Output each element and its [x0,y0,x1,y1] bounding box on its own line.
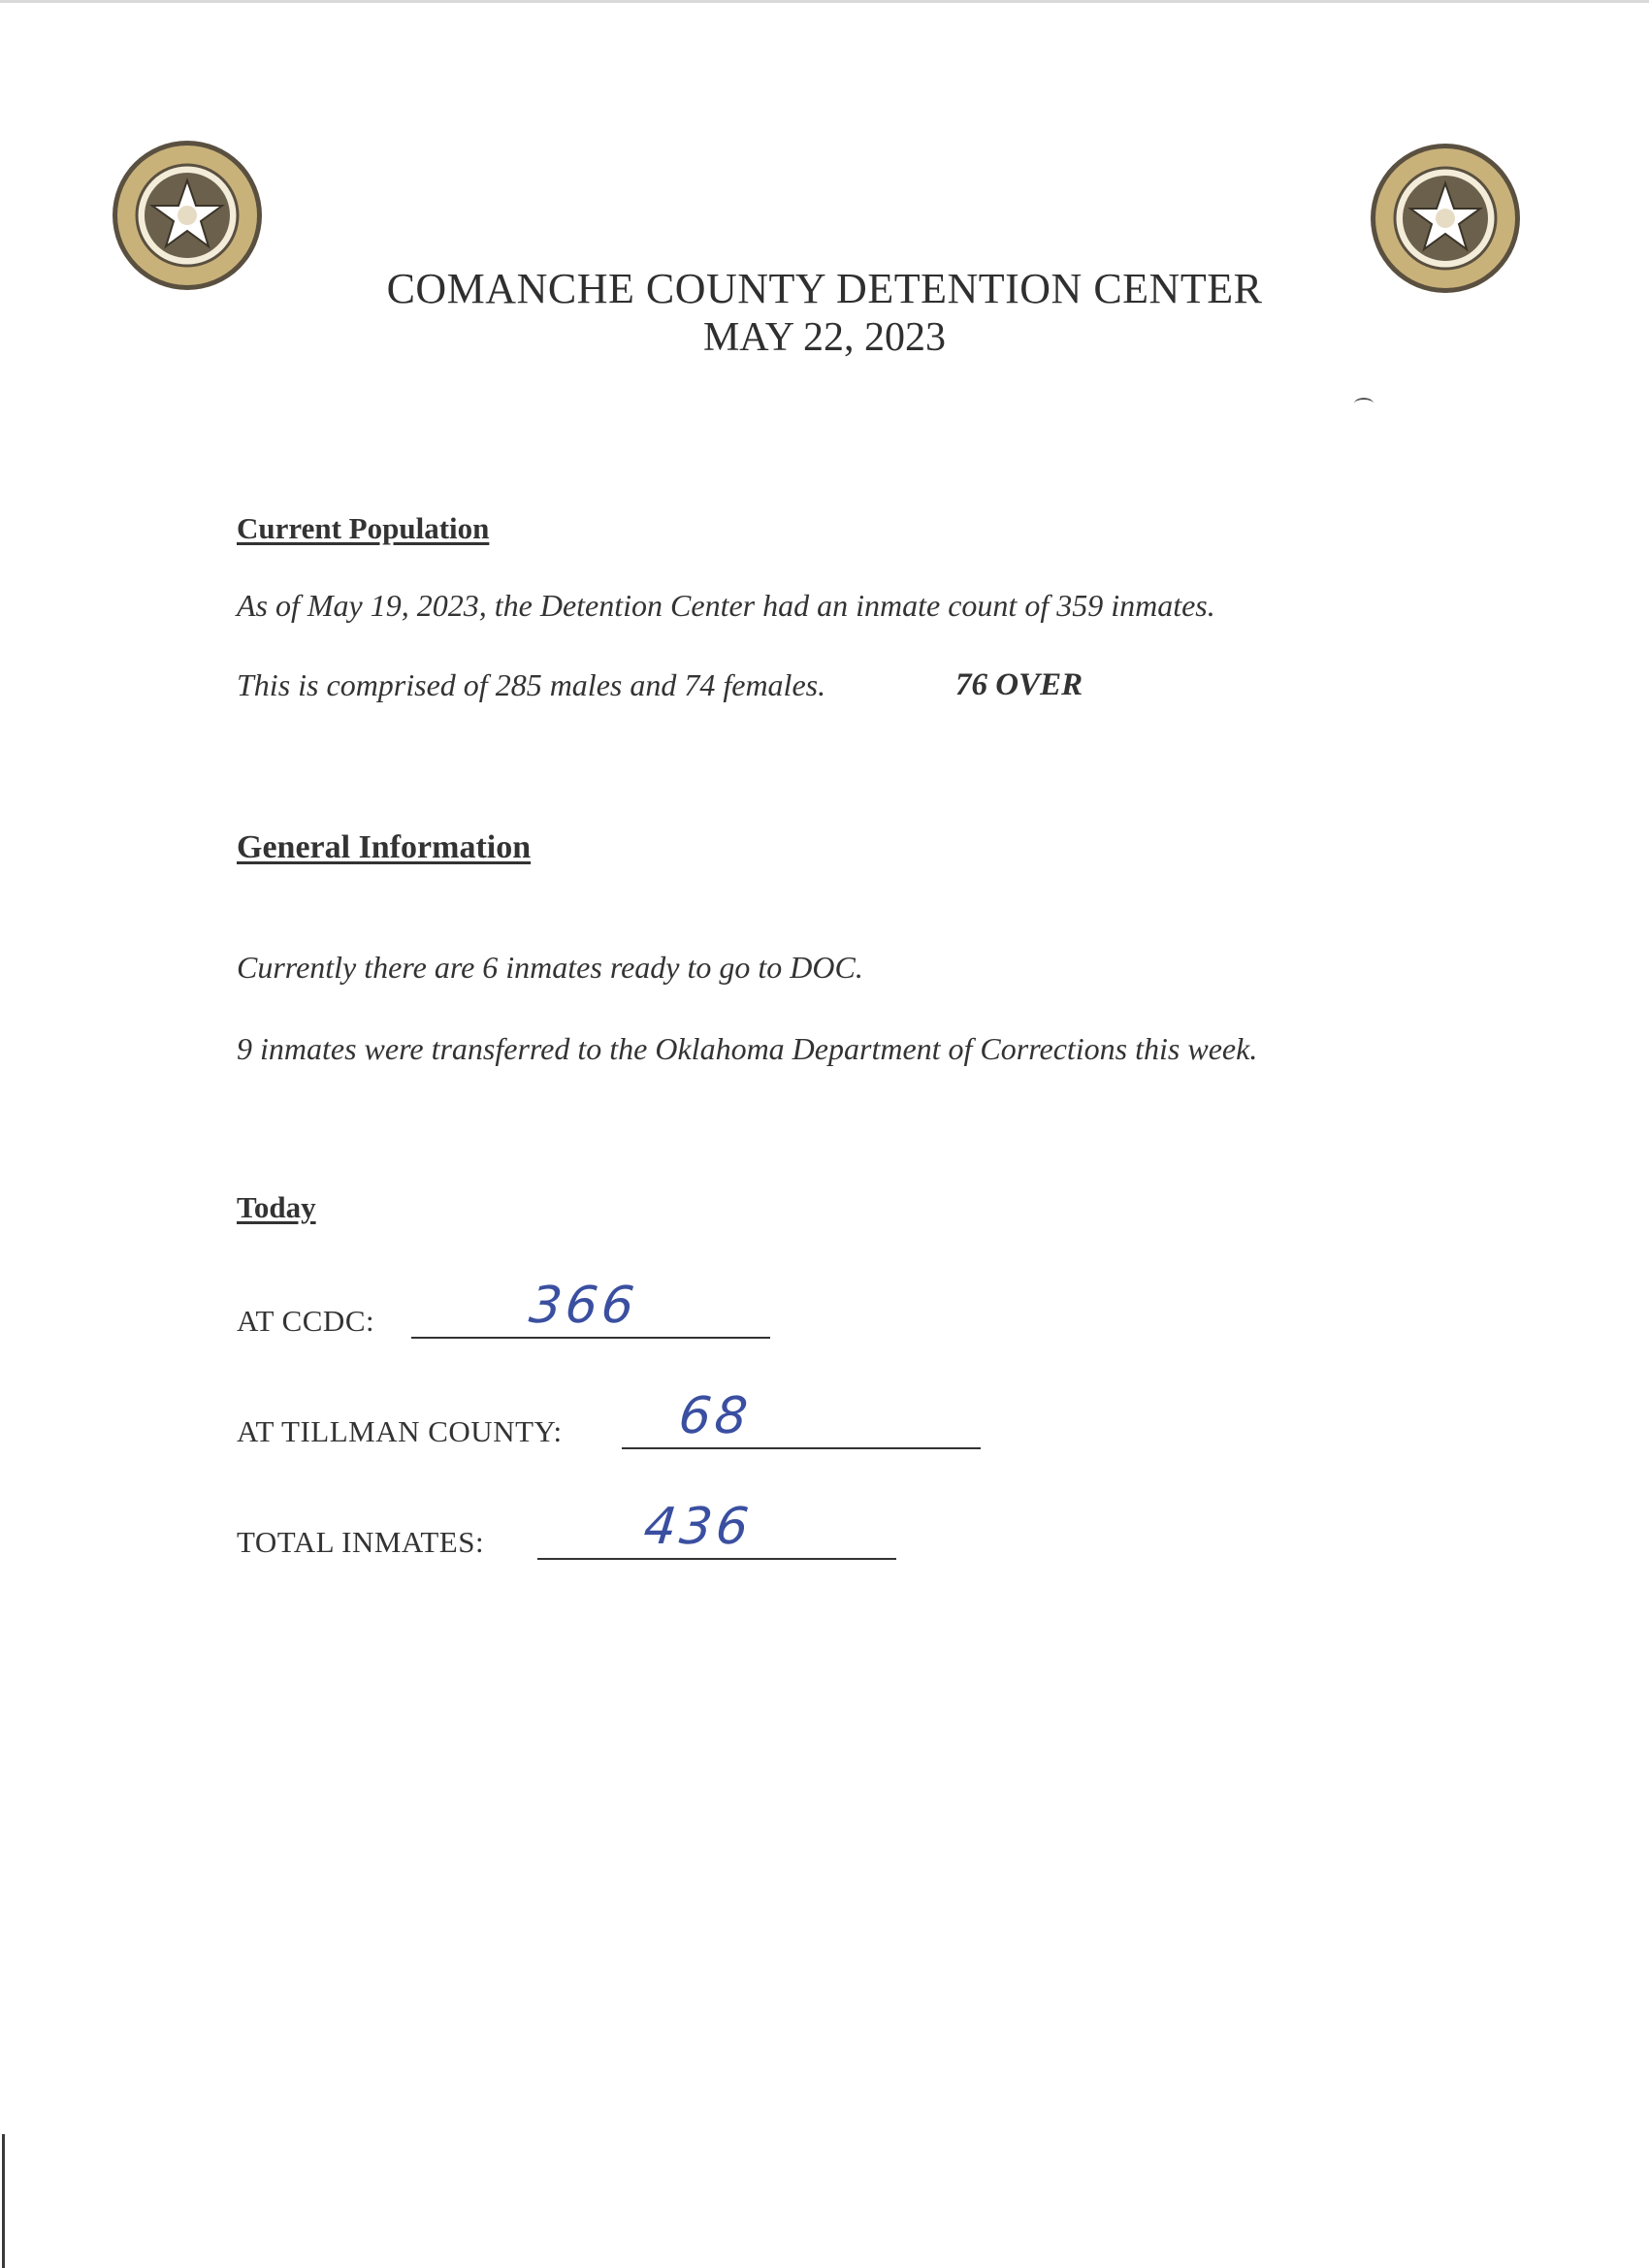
total-blank-line [537,1558,896,1560]
scan-edge-left [2,2134,5,2268]
over-capacity-note: 76 OVER [955,667,1083,702]
tillman-count-row [237,1387,993,1457]
total-label: TOTAL INMATES: [237,1525,485,1559]
ccdc-handwritten-value: 366 [526,1277,641,1335]
document-title: COMANCHE COUNTY DETENTION CENTER [386,265,1263,312]
doc-ready-text: Currently there are 6 inmates ready to go to DOC. [237,950,863,985]
tillman-label: AT TILLMAN COUNTY: [237,1414,563,1448]
population-breakdown-text: This is comprised of 285 males and 74 females. [237,667,826,702]
doc-transferred-text: 9 inmates were transferred to the Oklahoma Department of Corrections this week. [237,1031,1258,1066]
general-information-heading: General Information [237,829,532,865]
document-date: MAY 22, 2023 [702,315,947,360]
tillman-blank-line [622,1447,981,1449]
population-count-text: As of May 19, 2023, the Detention Center had an inmate count of 359 inmates. [237,588,1215,623]
today-heading: Today [237,1190,316,1224]
scan-edge-top [0,0,1649,3]
total-count-row [237,1498,916,1568]
ccdc-label: AT CCDC: [237,1304,375,1338]
ccdc-count-row [237,1277,780,1346]
total-handwritten-value: 436 [640,1498,756,1556]
ccdc-blank-line [411,1337,770,1339]
scan-mark [1354,398,1374,409]
current-population-heading: Current Population [237,511,490,545]
tillman-handwritten-value: 68 [675,1387,755,1445]
